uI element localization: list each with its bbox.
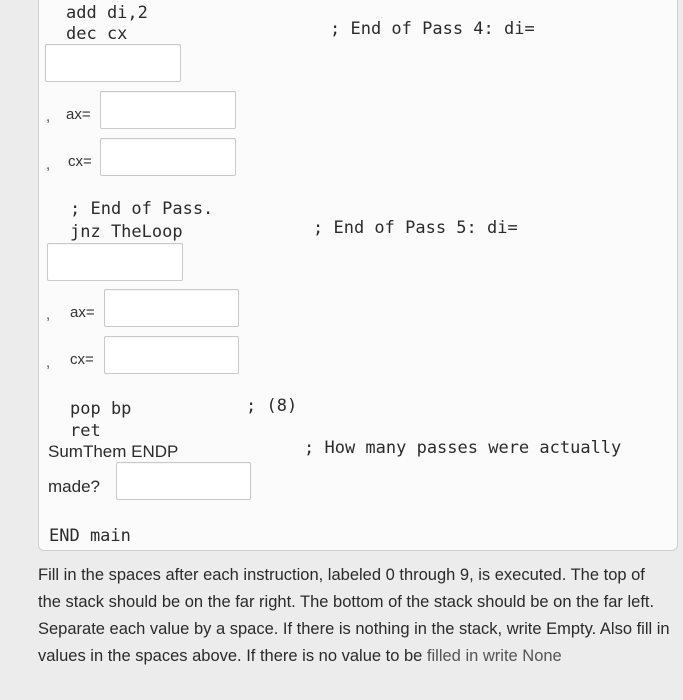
code-end-main: END main — [49, 526, 131, 546]
ax-label-1: ax= — [66, 106, 91, 123]
cx-label-2: cx= — [70, 351, 94, 368]
code-add-di: add di,2 — [66, 3, 148, 23]
comment-label-8: ; (8) — [246, 396, 298, 416]
cx-input-2[interactable] — [104, 336, 239, 374]
instructions-text — [38, 562, 670, 670]
cx-input-1[interactable] — [100, 138, 236, 176]
instructions-body: Fill in the spaces after each instruction, labeled 0 through 9, is executed. The top of the stack should be on the far right. The bottom of the stack should be on the far left. Separate each value by a space. If there is nothing in the stack, write Empty. Also fill in values in the spaces above. If there is no value to be — [38, 566, 670, 665]
comma-separator: , — [46, 306, 51, 323]
comment-pass5: ; End of Pass 5: di= — [313, 218, 518, 238]
di-pass4-input[interactable] — [45, 44, 181, 82]
cx-label-1: cx= — [68, 153, 92, 170]
comment-passes: ; How many passes were actually — [304, 438, 622, 458]
ax-label-2: ax= — [70, 304, 95, 321]
ax-input-2[interactable] — [104, 289, 239, 327]
code-jnz: jnz TheLoop — [70, 222, 183, 242]
instructions-cut-line: filled in write None — [426, 647, 562, 665]
code-dec-cx: dec cx — [66, 24, 128, 44]
ax-input-1[interactable] — [100, 91, 236, 129]
code-endp: SumThem ENDP — [48, 442, 179, 461]
comment-pass4: ; End of Pass 4: di= — [330, 19, 535, 39]
comma-separator: , — [46, 156, 51, 173]
code-ret: ret — [70, 421, 101, 441]
made-label: made? — [48, 477, 100, 496]
passes-made-input[interactable] — [116, 462, 251, 500]
di-pass5-input[interactable] — [47, 243, 183, 281]
comment-end-pass: ; End of Pass. — [70, 199, 214, 219]
comma-separator: , — [46, 108, 51, 125]
comma-separator: , — [46, 354, 51, 371]
code-pop-bp: pop bp — [70, 399, 132, 419]
